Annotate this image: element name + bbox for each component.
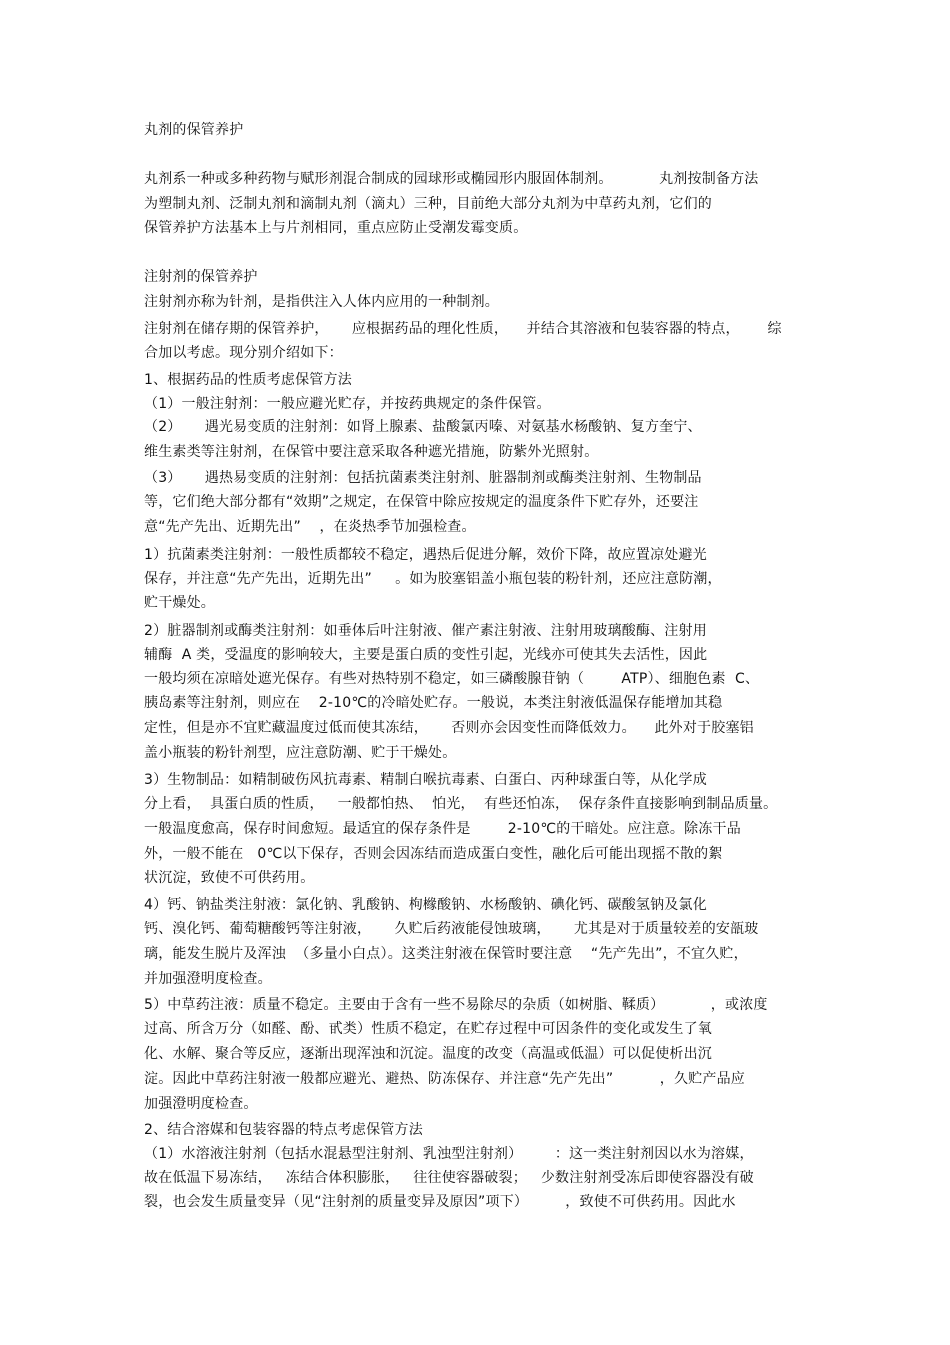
paragraph-line: 为塑制丸剂、泛制丸剂和滴制丸剂（滴丸）三种，目前绝大部分丸剂为中草药丸剂，它们的 (144, 196, 712, 212)
paragraph-line: （2） 遇光易变质的注射剂：如肾上腺素、盐酸氯丙嗪、对氨基水杨酸钠、复方奎宁、 (144, 419, 702, 435)
paragraph-line: 胰岛素等注射剂，则应在 2-10℃的冷暗处贮存。一般说，本类注射液低温保存能增加其稳 (144, 695, 723, 711)
paragraph-line: 外，一般不能在 0℃以下保存，否则会因冻结而造成蛋白变性，融化后可能出现摇不散的絮 (144, 846, 723, 862)
paragraph-line: （3） 遇热易变质的注射剂：包括抗菌素类注射剂、脏器制剂或酶类注射剂、生物制品 (144, 470, 702, 486)
paragraph-line: 意“先产先出、近期先出” ，在炎热季节加强检查。 (144, 519, 476, 535)
paragraph-line: （1）一般注射剂：一般应避光贮存，并按药典规定的条件保管。 (144, 396, 551, 412)
subsection-heading: 1、根据药品的性质考虑保管方法 (144, 372, 352, 388)
paragraph-line: 3）生物制品：如精制破伤风抗毒素、精制白喉抗毒素、白蛋白、丙种球蛋白等，从化学成 (144, 772, 707, 788)
paragraph-line: 化、水解、聚合等反应，逐渐出现浑浊和沉淀。温度的改变（高温或低温）可以促使析出沉 (144, 1046, 712, 1062)
section-title-injections: 注射剂的保管养护 (144, 269, 258, 285)
paragraph-line: 保存，并注意“先产先出，近期先出” 。如为胶塞铝盖小瓶包装的粉针剂，还应注意防潮， (144, 571, 722, 587)
paragraph-line: 淀。因此中草药注射液一般都应避光、避热、防冻保存、并注意“先产先出” ，久贮产品应 (144, 1071, 746, 1087)
paragraph-line: 4）钙、钠盐类注射液：氯化钠、乳酸钠、枸橼酸钠、水杨酸钠、碘化钙、碳酸氢钠及氯化 (144, 897, 707, 913)
paragraph-line: 状沉淀，致使不可供药用。 (144, 870, 315, 886)
paragraph-line: 一般温度愈高，保存时间愈短。最适宜的保存条件是 2-10℃的干暗处。应注意。除冻干品 (144, 821, 741, 837)
paragraph-line: 故在低温下易冻结， 冻结合体积膨胀， 往往使容器破裂； 少数注射剂受冻后即使容器没有破 (144, 1170, 754, 1186)
paragraph-line: 璃，能发生脱片及浑浊 （多量小白点）。这类注射液在保管时要注意 “先产先出”，不宜久贮， (144, 946, 748, 962)
paragraph-line: 加强澄明度检查。 (144, 1096, 258, 1112)
paragraph-line: 裂，也会发生质量变异（见“注射剂的质量变异及原因”项下） ，致使不可供药用。因此水 (144, 1194, 736, 1210)
paragraph-line: 2）脏器制剂或酶类注射剂：如垂体后叶注射液、催产素注射液、注射用玻璃酸酶、注射用 (144, 623, 707, 639)
paragraph-line: 盖小瓶装的粉针剂型，应注意防潮、贮于干燥处。 (144, 745, 457, 761)
paragraph-line: 合加以考虑。现分别介绍如下： (144, 345, 343, 361)
paragraph-line: （1）水溶液注射剂（包括水混悬型注射剂、乳浊型注射剂） ：这一类注射剂因以水为溶媒， (144, 1146, 754, 1162)
paragraph-line: 丸剂系一种或多种药物与赋形剂混合制成的园球形或椭园形内服固体制剂。 丸剂按制备方法 (144, 171, 759, 187)
paragraph-line: 5）中草药注液：质量不稳定。主要由于含有一些不易除尽的杂质（如树脂、鞣质） ，或浓度 (144, 997, 768, 1013)
paragraph-line: 钙、溴化钙、葡萄糖酸钙等注射液， 久贮后药液能侵蚀玻璃， 尤其是对于质量较差的安瓿玻 (144, 921, 759, 937)
paragraph-line: 一般均须在凉暗处遮光保存。有些对热特别不稳定，如三磷酸腺苷钠（ ATP）、细胞色素 C、 (144, 671, 760, 687)
paragraph-line: 维生素类等注射剂，在保管中要注意采取各种遮光措施，防紫外光照射。 (144, 444, 599, 460)
paragraph-line: 保管养护方法基本上与片剂相同，重点应防止受潮发霉变质。 (144, 220, 528, 236)
subsection-heading: 2、结合溶媒和包装容器的特点考虑保管方法 (144, 1122, 423, 1138)
paragraph-line: 注射剂在储存期的保管养护， 应根据药品的理化性质， 并结合其溶液和包装容器的特点， 综 (144, 321, 782, 337)
paragraph-line: 贮干燥处。 (144, 595, 215, 611)
paragraph-line: 并加强澄明度检查。 (144, 971, 272, 987)
paragraph-line: 注射剂亦称为针剂，是指供注入人体内应用的一种制剂。 (144, 294, 499, 310)
paragraph-line: 分上看， 具蛋白质的性质， 一般都怕热、 怕光， 有些还怕冻， 保存条件直接影响到制品质量。 (144, 796, 778, 812)
paragraph-line: 等，它们绝大部分都有“效期”之规定，在保管中除应按规定的温度条件下贮存外，还要注 (144, 494, 699, 510)
paragraph-line: 定性，但是亦不宜贮藏温度过低而使其冻结， 否则亦会因变性而降低效力。 此外对于胶塞铝 (144, 720, 754, 736)
paragraph-line: 1）抗菌素类注射剂：一般性质都较不稳定，遇热后促进分解，效价下降，故应置凉处避光 (144, 547, 707, 563)
paragraph-line: 辅酶 A 类，受温度的影响较大，主要是蛋白质的变性引起，光线亦可使其失去活性，因此 (144, 647, 708, 663)
section-title-pills: 丸剂的保管养护 (144, 122, 244, 138)
paragraph-line: 过高、所含万分（如醛、酚、甙类）性质不稳定，在贮存过程中可因条件的变化或发生了氧 (144, 1021, 712, 1037)
